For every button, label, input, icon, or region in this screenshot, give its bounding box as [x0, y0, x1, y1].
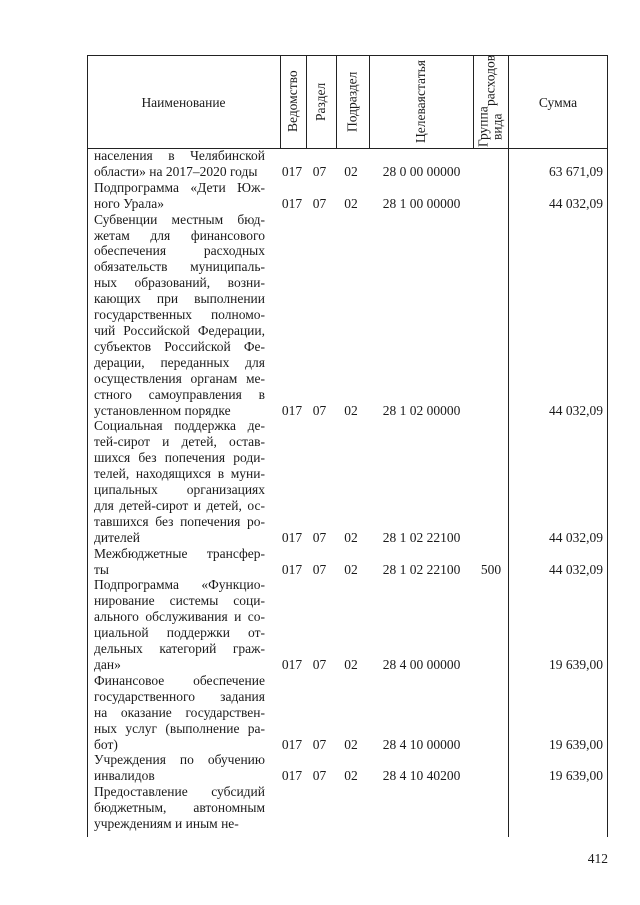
- page-number: 412: [587, 851, 608, 866]
- table-body: [87, 148, 608, 832]
- row-celevaya-statya: 28 0 00 00000: [382, 163, 461, 179]
- row-name: [94, 212, 265, 419]
- row-name-line: субъектов Российской Фе-: [94, 338, 265, 354]
- row-name: [94, 673, 265, 753]
- row-name-line: области» на 2017–2020 годы: [94, 163, 258, 179]
- row-razdel: 07: [312, 768, 327, 784]
- row-name-line: для детей-сирот и детей, ос-: [94, 497, 265, 513]
- row-name-line: ного Урала»: [94, 195, 165, 211]
- table-row: [87, 577, 608, 672]
- row-podrazdel: 02: [344, 768, 358, 784]
- row-name-line: телей, находящихся в муни-: [94, 466, 265, 482]
- row-name-line: Учреждения по обучению: [94, 752, 265, 768]
- row-name: [94, 148, 265, 180]
- row-name-line: стного самоуправления в: [94, 386, 265, 402]
- row-podrazdel: 02: [344, 561, 358, 577]
- header-gruppa-vida-rashodov: Группа вида расходов: [475, 55, 505, 148]
- row-vedomstvo: 017: [281, 529, 303, 545]
- row-name-line: ального обслуживания и со-: [94, 609, 265, 625]
- row-celevaya-statya: 28 1 02 22100: [382, 529, 461, 545]
- row-name-line: обеспечения расходных: [94, 243, 265, 259]
- row-podrazdel: 02: [344, 402, 358, 418]
- row-celevaya-statya: 28 1 02 00000: [382, 402, 461, 418]
- row-name-line: осуществления органам ме-: [94, 370, 265, 386]
- row-vedomstvo: 017: [281, 163, 303, 179]
- row-name-line: ты: [94, 561, 109, 577]
- row-summa: 19 639,00: [549, 657, 603, 672]
- table-row: [87, 148, 608, 180]
- row-celevaya-statya: 28 4 10 00000: [382, 736, 461, 752]
- row-name-line: тей-сирот и детей, остав-: [94, 434, 265, 450]
- row-celevaya-statya: 28 4 00 00000: [382, 657, 461, 672]
- table-row: [87, 546, 608, 578]
- row-podrazdel: 02: [344, 163, 358, 179]
- row-name-line: Подпрограмма «Функцио-: [94, 577, 265, 593]
- row-celevaya-statya: 28 4 10 40200: [382, 768, 461, 784]
- row-summa: 44 032,09: [549, 402, 603, 418]
- header-summa: Сумма: [538, 95, 578, 110]
- row-name: [94, 418, 265, 545]
- row-name-line: Предоставление субсидий: [94, 784, 265, 800]
- header-podrazdel: Подраздел: [344, 71, 360, 132]
- row-razdel: 07: [312, 561, 327, 577]
- row-name-line: бот): [94, 736, 118, 752]
- row-summa: 44 032,09: [549, 561, 603, 577]
- row-razdel: 07: [312, 529, 327, 545]
- row-name-line: Подпрограмма «Дети Юж-: [94, 179, 265, 195]
- row-vedomstvo: 017: [281, 561, 303, 577]
- row-name-line: чий Российской Федерации,: [94, 322, 265, 338]
- header-vedomstvo: Ведомство: [285, 70, 300, 133]
- row-name: [94, 752, 265, 784]
- row-summa: 19 639,00: [549, 768, 603, 784]
- row-name-line: тавшихся без попечения ро-: [94, 513, 265, 529]
- row-name-line: дителей: [94, 529, 140, 545]
- row-name-line: государственного задания: [94, 688, 265, 704]
- row-name-line: Межбюджетные трансфер-: [94, 545, 265, 561]
- row-podrazdel: 02: [344, 529, 358, 545]
- row-razdel: 07: [312, 163, 327, 179]
- table-row: [87, 212, 608, 419]
- row-name-line: ципальных организациях: [94, 482, 265, 498]
- row-name-line: дельных категорий граж-: [94, 641, 265, 657]
- row-summa: 44 032,09: [549, 195, 603, 211]
- row-vedomstvo: 017: [281, 768, 303, 784]
- table-row: [87, 180, 608, 212]
- row-name-line: установленном порядке: [94, 402, 231, 418]
- row-name: [94, 784, 265, 832]
- row-name-line: Социальная поддержка де-: [94, 418, 265, 434]
- row-name-line: населения в Челябинской: [94, 148, 265, 163]
- budget-table: [87, 55, 608, 837]
- row-name-line: нирование системы соци-: [94, 593, 265, 609]
- row-name: [94, 577, 265, 672]
- row-name-line: шихся без попечения роди-: [94, 450, 265, 466]
- row-razdel: 07: [312, 657, 327, 672]
- row-razdel: 07: [312, 195, 327, 211]
- row-vedomstvo: 017: [281, 402, 303, 418]
- row-summa: 63 671,09: [549, 163, 603, 179]
- header-name: Наименование: [141, 95, 226, 110]
- row-name-line: кающих при выполнении: [94, 291, 265, 307]
- row-name-line: ных образований, возни-: [94, 275, 265, 291]
- row-celevaya-statya: 28 1 02 22100: [382, 561, 461, 577]
- row-name-line: на оказание государствен-: [94, 704, 265, 720]
- table-row: [87, 752, 608, 784]
- row-name-line: обязательств муниципаль-: [94, 259, 265, 275]
- row-name-line: циальной поддержки от-: [94, 625, 265, 641]
- table-row: [87, 784, 608, 832]
- row-gruppa: 500: [480, 561, 502, 577]
- table-row: [87, 673, 608, 753]
- row-podrazdel: 02: [344, 736, 358, 752]
- row-podrazdel: 02: [344, 657, 358, 672]
- row-name: [94, 180, 265, 212]
- row-name-line: Финансовое обеспечение: [94, 672, 265, 688]
- row-name-line: учреждениям и иным не-: [94, 816, 239, 832]
- row-vedomstvo: 017: [281, 657, 303, 672]
- row-name: [94, 546, 265, 578]
- row-razdel: 07: [312, 402, 327, 418]
- row-razdel: 07: [312, 736, 327, 752]
- row-name-line: инвалидов: [94, 768, 155, 784]
- row-summa: 19 639,00: [549, 736, 603, 752]
- row-name-line: дан»: [94, 657, 121, 672]
- table-row: [87, 418, 608, 545]
- row-name-line: бюджетным, автономным: [94, 800, 265, 816]
- row-vedomstvo: 017: [281, 195, 303, 211]
- row-name-line: жетам для финансового: [94, 227, 265, 243]
- row-summa: 44 032,09: [549, 529, 603, 545]
- row-name-line: государственных полномо-: [94, 307, 265, 323]
- header-celevaya-statya: Целевая статья: [413, 60, 428, 143]
- row-podrazdel: 02: [344, 195, 358, 211]
- row-vedomstvo: 017: [281, 736, 303, 752]
- row-name-line: дерации, переданных для: [94, 354, 265, 370]
- row-name-line: ных услуг (выполнение ра-: [94, 720, 265, 736]
- header-razdel: Раздел: [313, 82, 328, 121]
- row-name-line: Субвенции местным бюд-: [94, 211, 265, 227]
- row-celevaya-statya: 28 1 00 00000: [382, 195, 461, 211]
